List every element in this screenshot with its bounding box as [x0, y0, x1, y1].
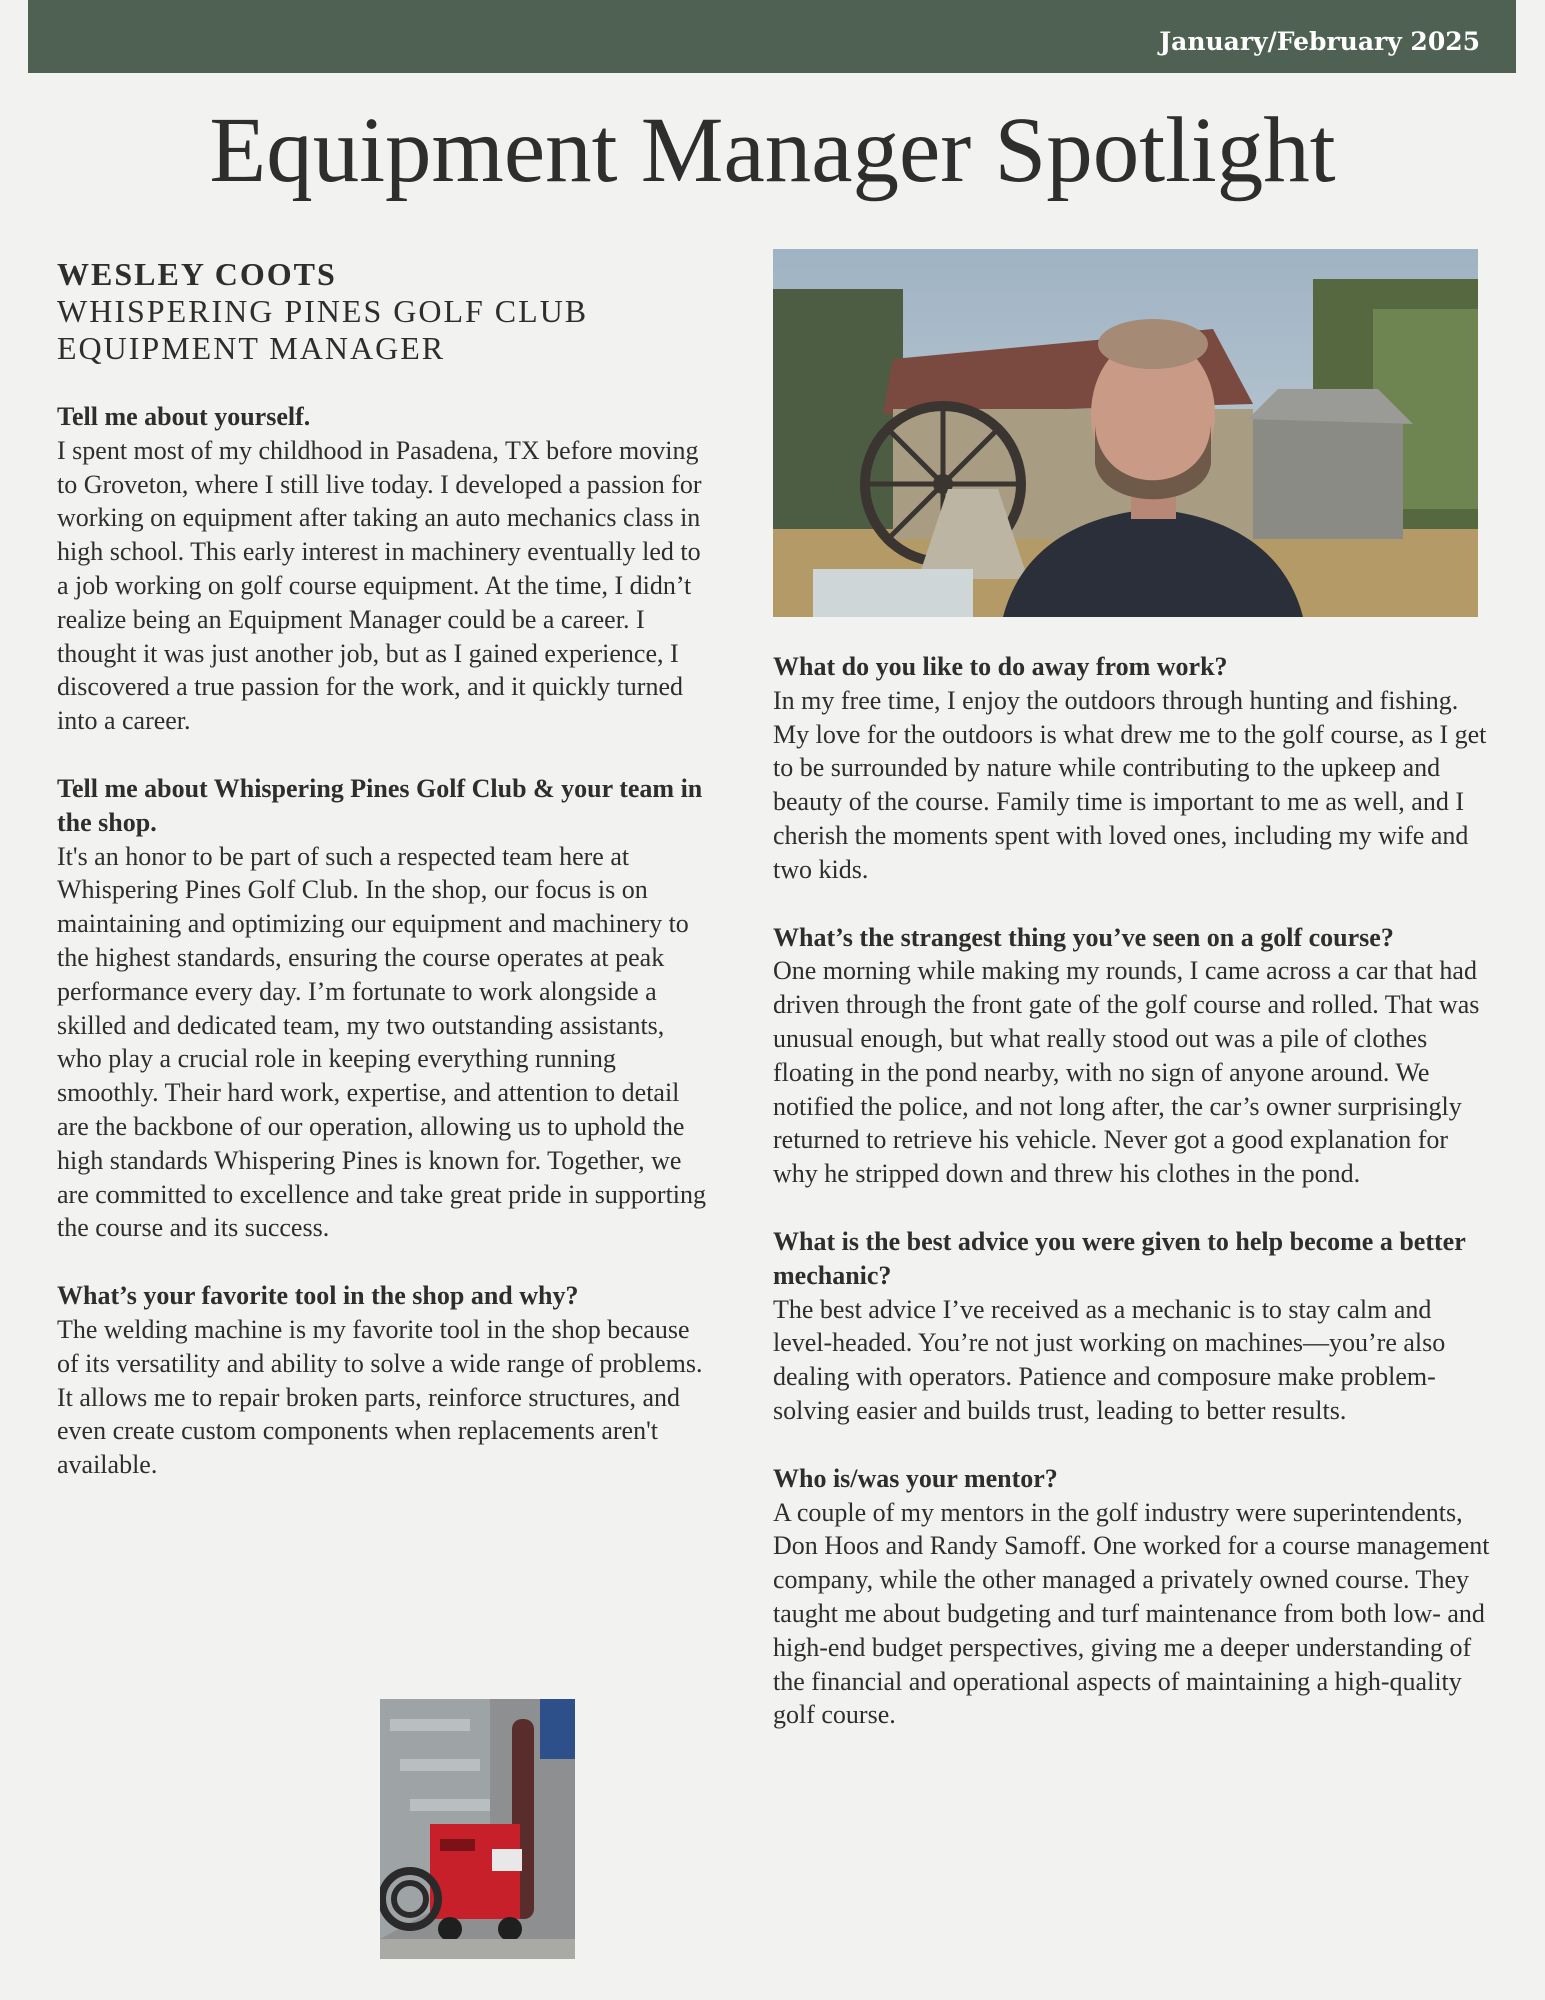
question: What’s your favorite tool in the shop and why?: [57, 1281, 579, 1311]
page-title: Equipment Manager Spotlight: [209, 99, 1336, 202]
left-column: [57, 256, 707, 1482]
question: What is the best advice you were given to help become a better mechanic?: [773, 1226, 1466, 1290]
issue-date: January/February 2025: [1159, 27, 1480, 56]
answer: The best advice I’ve received as a mechanic is to stay calm and level-headed. You’re not just working on machines—you’re also dealing with operators. Patience and composure make problem-solving easier and builds trust, leading to better results.: [773, 1294, 1446, 1425]
header-bar: [28, 0, 1516, 73]
right-column: [773, 650, 1493, 1732]
question: Tell me about Whispering Pines Golf Club & your team in the shop.: [57, 773, 703, 837]
question: Tell me about yourself.: [57, 402, 311, 431]
question: What do you like to do away from work?: [773, 652, 1228, 681]
answer: One morning while making my rounds, I came across a car that had driven through the front gate of the golf course and rolled. That was unusual enough, but what really stood out was a pile of clothes floating in the pond nearby, with no sign of anyone around. We notified the police, and not long after, the car’s owner surprisingly returned to retrieve his vehicle. Never got a good explanation for why he stripped down and threw his clothes in the pond.: [773, 956, 1480, 1189]
profile-name: WESLEY COOTS: [57, 256, 337, 292]
answer: In my free time, I enjoy the outdoors through hunting and fishing. My love for the outdoors is what drew me to the golf course, as I get to be surrounded by nature while contributing to the upkeep and beauty of the course. Family time is important to me as well, and I cherish the moments spent with loved ones, including my wife and two kids.: [773, 685, 1487, 884]
profile-club: WHISPERING PINES GOLF CLUB: [57, 293, 589, 329]
answer: I spent most of my childhood in Pasadena, TX before moving to Groveton, where I still live today. I developed a passion for working on equipment after taking an auto mechanics class in high school. This early interest in machinery eventually led to a job working on golf course equipment. At the time, I didn’t realize being an Equipment Manager could be a career. I thought it was just another job, but as I gained experience, I discovered a true passion for the work, and it quickly turned into a career.: [57, 435, 702, 736]
answer: It's an honor to be part of such a respected team here at Whispering Pines Golf Club. In the shop, our focus is on maintaining and optimizing our equipment and machinery to the highest standards, ensuring the course operates at peak performance every day. I’m fortunate to work alongside a skilled and dedicated team, my two outstanding assistants, who play a crucial role in keeping everything running smoothly. Their hard work, expertise, and attention to detail are the backbone of our operation, allowing us to uphold the high standards Whispering Pines is known for. Together, we are committed to excellence and take great pride in supporting the course and its success.: [57, 841, 707, 1243]
answer: The welding machine is my favorite tool in the shop because of its versatility and ability to solve a wide range of problems. It allows me to repair broken parts, reinforce structures, and even create custom components when replacements aren't available.: [57, 1314, 703, 1480]
answer: A couple of my mentors in the golf industry were superintendents, Don Hoos and Randy Samoff. One worked for a course management company, while the other managed a privately owned course. They taught me about budgeting and turf maintenance from both low- and high-end budget perspectives, giving me a deeper understanding of the financial and operational aspects of maintaining a high-quality golf course.: [773, 1497, 1490, 1730]
question: Who is/was your mentor?: [773, 1463, 1058, 1493]
profile-role: EQUIPMENT MANAGER: [57, 330, 446, 366]
welder-photo: [380, 1699, 575, 1959]
portrait-photo: [773, 249, 1478, 617]
question: What’s the strangest thing you’ve seen on a golf course?: [773, 922, 1394, 952]
